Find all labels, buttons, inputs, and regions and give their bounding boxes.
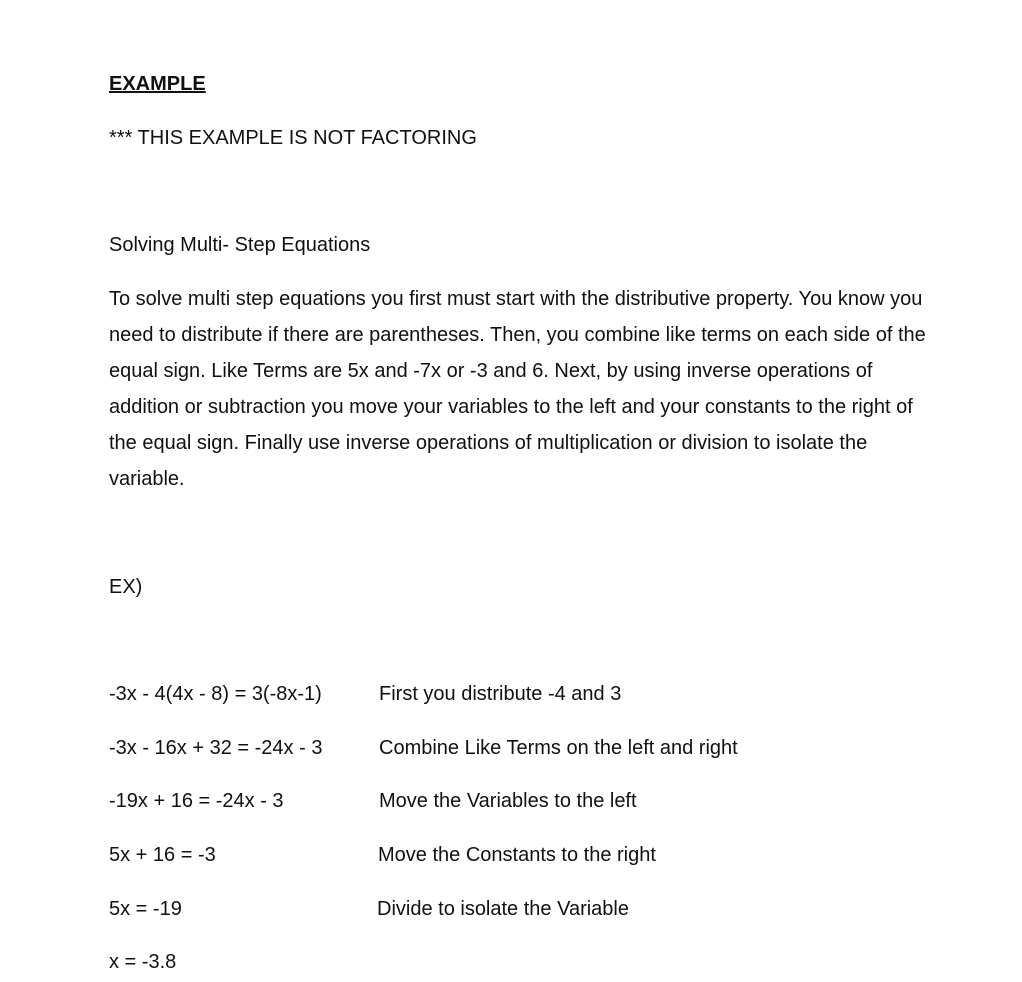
step-equation: -3x - 4(4x - 8) = 3(-8x-1) bbox=[109, 683, 322, 705]
step-note: Move the Variables to the left bbox=[379, 790, 637, 812]
not-factoring-note: *** THIS EXAMPLE IS NOT FACTORING bbox=[109, 127, 477, 149]
step-equation: x = -3.8 bbox=[109, 951, 177, 973]
step-equation: 5x + 16 = -3 bbox=[109, 844, 216, 866]
step-equation: 5x = -19 bbox=[109, 898, 182, 920]
explanation-paragraph: To solve multi step equations you first must start with the distributive property. You know you need to distribute if there are parentheses. Then, you combine like terms on each side of the equal sign. Like Terms are 5x and -7x or -3 and 6. Next, by using inverse operations of addition or subtraction you move your variables to the left and your constants to the right of the equal sign. Finally use inverse operations of multiplication or division to isolate the variable. bbox=[109, 288, 926, 490]
section-title: Solving Multi- Step Equations bbox=[109, 234, 371, 256]
page-heading: EXAMPLE bbox=[109, 73, 206, 95]
example-label: EX) bbox=[109, 576, 143, 598]
step-note: Combine Like Terms on the left and right bbox=[379, 737, 738, 759]
step-note: First you distribute -4 and 3 bbox=[379, 683, 622, 705]
step-equation: -19x + 16 = -24x - 3 bbox=[109, 790, 284, 812]
step-note: Move the Constants to the right bbox=[378, 844, 656, 866]
step-note: Divide to isolate the Variable bbox=[377, 898, 629, 920]
step-equation: -3x - 16x + 32 = -24x - 3 bbox=[109, 737, 323, 759]
